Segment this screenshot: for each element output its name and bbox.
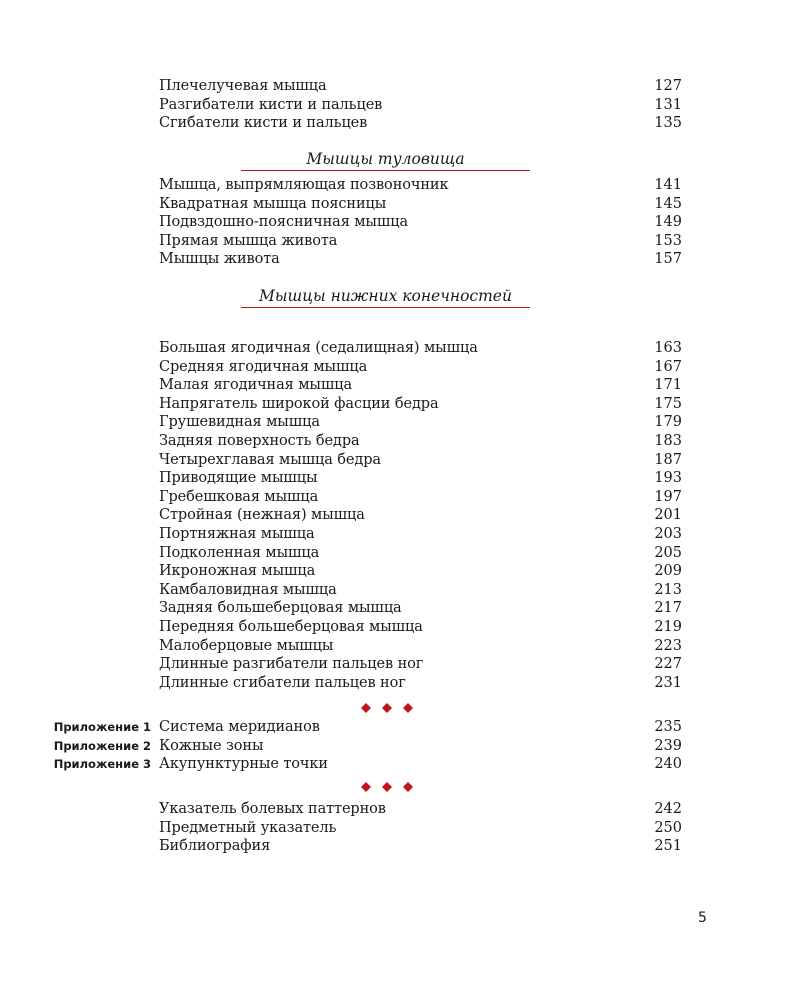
toc-entry-title: Предметный указатель [159,819,337,836]
toc-entry-page: 187 [654,451,682,468]
toc-entry[interactable] [0,232,800,251]
toc-entry-title: Икроножная мышца [159,563,316,580]
diamond-icon [382,782,392,792]
toc-entry[interactable] [0,544,800,563]
toc-entry[interactable] [0,637,800,656]
toc-entry-page: 171 [654,377,682,394]
toc-entry-page: 201 [654,507,682,524]
toc-entry[interactable] [0,655,800,674]
toc-entry-page: 141 [654,177,682,193]
toc-entry[interactable] [0,77,800,96]
toc-entry-page: 219 [654,618,682,635]
toc-entry-page: 239 [654,737,682,754]
toc-entry-page: 197 [654,488,682,505]
appendix-label: Приложение 2 [53,738,151,753]
toc-entry-title: Плечелучевая мышца [159,78,327,94]
toc-entry-title: Гребешковая мышца [159,488,319,505]
toc-entry-page: 231 [654,674,682,691]
diamond-icon [403,703,413,713]
page-number: 5 [698,910,707,926]
toc-entry[interactable] [0,114,800,133]
toc-entry[interactable] [0,674,800,693]
toc-entry-title: Длинные разгибатели пальцев ног [159,656,424,673]
toc-entry-page: 203 [654,525,682,542]
toc-entry[interactable] [0,562,800,581]
toc-entry[interactable] [0,432,800,451]
toc-index-group [0,800,800,856]
toc-entry-title: Кожные зоны [159,737,264,754]
toc-entry[interactable] [0,358,800,377]
toc-entry-page: 163 [654,340,682,356]
toc-entry-title: Передняя большеберцовая мышца [159,618,423,635]
toc-entry-page: 167 [654,358,682,375]
toc-entry-page: 242 [654,801,682,817]
toc-entry[interactable] [0,469,800,488]
toc-entry[interactable] [0,213,800,232]
toc-entry-title: Длинные сгибатели пальцев ног [159,674,406,691]
toc-entry-title: Стройная (нежная) мышца [159,507,365,524]
toc-entry-page: 213 [654,581,682,598]
toc-entry-page: 240 [654,756,682,773]
toc-entry-title: Большая ягодичная (седалищная) мышца [159,340,478,356]
section-heading-legs: Мышцы нижних конечностей [241,286,530,308]
toc-entry-title: Акупунктурные точки [159,756,328,773]
toc-entry[interactable] [0,395,800,414]
toc-entry[interactable] [0,599,800,618]
toc-entry-page: 175 [654,395,682,412]
diamond-icon [361,703,371,713]
toc-entry-title: Сгибатели кисти и пальцев [159,115,368,132]
toc-entry[interactable] [0,718,800,737]
appendix-label: Приложение 3 [53,757,151,772]
toc-entry[interactable] [0,376,800,395]
toc-entry-page: 127 [654,78,682,94]
toc-entry[interactable] [0,581,800,600]
toc-entry-page: 183 [654,432,682,449]
toc-entry-page: 131 [654,96,682,113]
toc-entry-title: Разгибатели кисти и пальцев [159,96,383,113]
toc-entry-title: Мышца, выпрямляющая позвоночник [159,177,449,193]
divider-diamonds [361,703,413,715]
toc-entry-page: 145 [654,195,682,212]
toc-entry[interactable] [0,618,800,637]
toc-entry-title: Задняя поверхность бедра [159,432,360,449]
toc-entry[interactable] [0,755,800,774]
diamond-icon [403,782,413,792]
toc-entry-page: 149 [654,214,682,231]
toc-appendix-group [0,718,800,774]
toc-entry-title: Средняя ягодичная мышца [159,358,368,375]
toc-legs-group [0,339,800,692]
toc-entry[interactable] [0,413,800,432]
toc-trunk-group [0,176,800,269]
divider-diamonds [361,782,413,794]
toc-entry-title: Портняжная мышца [159,525,315,542]
toc-entry-title: Прямая мышца живота [159,232,338,249]
toc-entry-title: Подвздошно-поясничная мышца [159,214,409,231]
toc-entry[interactable] [0,250,800,269]
toc-entry[interactable] [0,837,800,856]
toc-entry-title: Малоберцовые мышцы [159,637,334,654]
toc-entry-title: Камбаловидная мышца [159,581,337,598]
toc-entry[interactable] [0,506,800,525]
toc-entry[interactable] [0,525,800,544]
toc-entry-page: 223 [654,637,682,654]
section-heading-trunk: Мышцы туловища [241,149,530,171]
toc-entry-title: Четырехглавая мышца бедра [159,451,381,468]
diamond-icon [361,782,371,792]
toc-entry-title: Мышцы живота [159,251,280,268]
toc-entry-title: Напрягатель широкой фасции бедра [159,395,439,412]
toc-entry-page: 209 [654,563,682,580]
toc-entry-page: 135 [654,115,682,132]
toc-entry[interactable] [0,96,800,115]
toc-entry[interactable] [0,339,800,358]
toc-entry[interactable] [0,451,800,470]
toc-entry-title: Указатель болевых паттернов [159,801,386,817]
toc-entry-title: Задняя большеберцовая мышца [159,600,402,617]
toc-entry-page: 235 [654,719,682,735]
toc-entry[interactable] [0,176,800,195]
toc-entry-title: Система меридианов [159,719,320,735]
toc-entry-page: 179 [654,414,682,431]
toc-entry[interactable] [0,195,800,214]
toc-entry-page: 153 [654,232,682,249]
diamond-icon [382,703,392,713]
toc-entry-title: Приводящие мышцы [159,470,318,487]
toc-entry-title: Библиография [159,838,271,855]
toc-entry[interactable] [0,488,800,507]
toc-entry-title: Подколенная мышца [159,544,320,561]
toc-entry[interactable] [0,737,800,756]
toc-entry-page: 250 [654,819,682,836]
toc-entry-title: Грушевидная мышца [159,414,320,431]
toc-entry-page: 217 [654,600,682,617]
toc-entry-page: 157 [654,251,682,268]
appendix-label: Приложение 1 [53,720,151,734]
toc-entry[interactable] [0,800,800,819]
toc-entry-title: Квадратная мышца поясницы [159,195,387,212]
toc-entry-page: 227 [654,656,682,673]
toc-entry-page: 205 [654,544,682,561]
toc-entry[interactable] [0,819,800,838]
toc-entry-title: Малая ягодичная мышца [159,377,352,394]
toc-entry-page: 251 [654,838,682,855]
toc-entry-page: 193 [654,470,682,487]
toc-top-group [0,77,800,133]
